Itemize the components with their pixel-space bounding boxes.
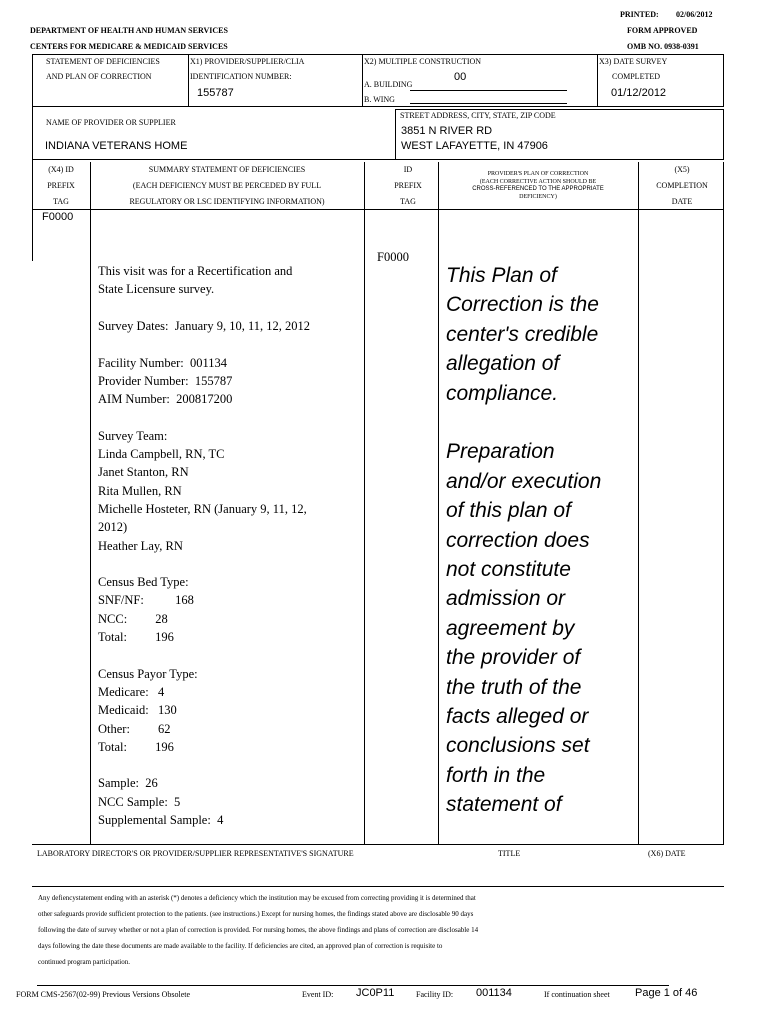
rule <box>32 844 724 845</box>
rule <box>723 109 724 160</box>
summary-line: State Licensure survey. <box>98 282 215 297</box>
rule <box>37 985 669 986</box>
poc-line: center's credible <box>446 322 599 346</box>
signature-label: LABORATORY DIRECTOR'S OR PROVIDER/SUPPLIER REPRESENTATIVE'S SIGNATURE <box>37 849 354 858</box>
poc-line: This Plan of <box>446 264 557 287</box>
statement-label-1: STATEMENT OF DEFICIENCIES <box>46 57 160 66</box>
summary-line: Provider Number: 155787 <box>98 373 233 388</box>
poc-line: allegation of <box>446 352 560 376</box>
x4-id-label: (X4) ID <box>48 165 74 174</box>
deficiency-tag-right: F0000 <box>377 250 409 264</box>
summary-line: Total: 196 <box>98 739 174 754</box>
poc-line: and/or execution <box>446 469 602 493</box>
rule <box>438 162 439 844</box>
summary-line: Census Bed Type: <box>98 575 189 590</box>
facility-id-label: Facility ID: <box>416 990 454 999</box>
id-tag-label: TAG <box>400 197 416 206</box>
title-label: TITLE <box>498 849 521 858</box>
poc-line: the provider of <box>446 646 581 670</box>
disclaimer-line: other safeguards provide sufficient protection to the patients. (see instructions.) Except for nursing homes, the findings stated above are disclosable 90 days <box>38 910 474 918</box>
printed-date: 02/06/2012 <box>676 10 713 19</box>
summary-line: Total: 196 <box>98 630 174 644</box>
rule <box>32 209 724 210</box>
rule <box>32 159 724 160</box>
deficiency-tag-left: F0000 <box>42 211 74 223</box>
centers-title: CENTERS FOR MEDICARE & MEDICAID SERVICES <box>30 42 228 51</box>
address-line-2: WEST LAFAYETTE, IN 47906 <box>401 140 548 152</box>
date-survey-value: 01/12/2012 <box>611 87 667 99</box>
summary-line: Census Payor Type: <box>98 666 198 681</box>
rule <box>638 162 639 844</box>
date-survey-label-2: COMPLETED <box>612 72 660 81</box>
department-title: DEPARTMENT OF HEALTH AND HUMAN SERVICES <box>30 26 228 35</box>
summary-line: Survey Dates: January 9, 10, 11, 12, 2012 <box>98 318 311 333</box>
summary-line: SNF/NF: 168 <box>98 593 194 608</box>
form-number: FORM CMS-2567(02-99) Previous Versions Obsolete <box>16 990 191 999</box>
rule <box>32 106 724 107</box>
rule <box>90 162 91 844</box>
summary-line: NCC: 28 <box>98 611 168 626</box>
rule <box>32 106 33 160</box>
poc-line: of this plan of <box>446 499 571 523</box>
summary-line: Facility Number: 001134 <box>98 355 228 370</box>
summary-line: This visit was for a Recertification and <box>98 264 293 278</box>
poc-line: compliance. <box>446 381 559 405</box>
summary-line: Medicaid: 130 <box>98 703 177 718</box>
x5-label: (X5) <box>674 165 690 174</box>
poc-line: conclusions set <box>446 734 590 758</box>
rule <box>410 103 567 104</box>
poc-line: Correction is the <box>446 293 599 317</box>
summary-line: AIM Number: 200817200 <box>98 392 233 407</box>
poc-label-2: (EACH CORRECTIVE ACTION SHOULD BE <box>479 179 597 185</box>
poc-line: admission or <box>446 587 566 611</box>
poc-line: statement of <box>446 793 562 817</box>
poc-label-3: CROSS-REFERENCED TO THE APPROPRIATE <box>472 186 604 192</box>
provider-name-value: INDIANA VETERANS HOME <box>45 140 188 152</box>
rule <box>395 109 723 110</box>
omb-number: OMB NO. 0938-0391 <box>627 42 699 51</box>
x5-completion-label: COMPLETION <box>656 181 708 190</box>
provider-id-label-2: IDENTIFICATION NUMBER: <box>190 72 292 81</box>
wing-label: B. WING <box>364 95 395 104</box>
poc-label-4: DEFICIENCY) <box>519 194 557 200</box>
provider-id-label-1: X1) PROVIDER/SUPPLIER/CLIA <box>190 57 305 66</box>
summary-line: 2012) <box>98 520 128 535</box>
summary-line: NCC Sample: 5 <box>98 794 181 809</box>
poc-line: the truth of the <box>446 675 582 699</box>
poc-label-1: PROVIDER'S PLAN OF CORRECTION <box>487 171 589 177</box>
disclaimer-line: Any defiencystatement ending with an asterisk (*) denotes a deficiency which the institution may be excused from correcting providing it is determined that <box>38 894 476 902</box>
building-value: 00 <box>454 71 467 83</box>
rule <box>395 109 396 159</box>
poc-line: Preparation <box>446 440 555 464</box>
summary-line: Linda Campbell, RN, TC <box>98 447 225 461</box>
summary-line: Michelle Hosteter, RN (January 9, 11, 12, <box>98 501 307 516</box>
poc-line: not constitute <box>446 558 571 581</box>
summary-line: Medicare: 4 <box>98 684 165 699</box>
rule <box>32 886 724 887</box>
rule <box>32 209 33 261</box>
address-line-1: 3851 N RIVER RD <box>401 125 493 137</box>
rule <box>32 54 33 107</box>
rule <box>364 162 365 844</box>
summary-line: Sample: 26 <box>98 776 158 791</box>
building-label: A. BUILDING <box>364 80 413 89</box>
rule <box>188 54 189 107</box>
summary-label-3: REGULATORY OR LSC IDENTIFYING INFORMATION) <box>129 197 325 206</box>
rule <box>723 54 724 107</box>
event-id-value: JC0P11 <box>356 987 395 999</box>
x4-prefix-label: PREFIX <box>47 181 75 190</box>
poc-line: facts alleged or <box>446 705 589 728</box>
facility-id-value: 001134 <box>476 987 512 999</box>
continuation-label: If continuation sheet <box>544 990 610 999</box>
summary-label-2: (EACH DEFICIENCY MUST BE PERCEDED BY FULL <box>132 181 322 190</box>
poc-line: forth in the <box>446 763 546 787</box>
summary-line: Supplemental Sample: 4 <box>98 813 224 827</box>
statement-label-2: AND PLAN OF CORRECTION <box>46 72 152 81</box>
provider-id-value: 155787 <box>197 87 234 99</box>
printed-label: PRINTED: <box>620 10 659 19</box>
x4-tag-label: TAG <box>53 197 69 206</box>
rule <box>32 54 724 55</box>
summary-line: Survey Team: <box>98 428 168 443</box>
summary-line: Other: 62 <box>98 721 171 736</box>
form-approved: FORM APPROVED <box>627 26 698 35</box>
rule <box>410 90 567 91</box>
poc-line: agreement by <box>446 616 575 640</box>
signature-date-label: (X6) DATE <box>648 849 686 858</box>
provider-name-label: NAME OF PROVIDER OR SUPPLIER <box>46 118 176 127</box>
id-prefix-label: PREFIX <box>394 181 422 190</box>
poc-line: correction does <box>446 528 590 552</box>
multiple-construction-label: X2) MULTIPLE CONSTRUCTION <box>364 57 482 66</box>
disclaimer-line: following the date of survey whether or not a plan of correction is provided. For nursing homes, the above findings and plans of correction are disclosable 14 <box>38 926 479 934</box>
page-number: Page 1 of 46 <box>635 987 698 999</box>
x5-date-label: DATE <box>671 197 693 206</box>
rule <box>723 162 724 844</box>
disclaimer-line: days following the date these documents are made available to the facility. If deficiencies are cited, an approved plan of correction is requisite to <box>38 942 443 950</box>
event-id-label: Event ID: <box>302 990 334 999</box>
date-survey-label-1: X3) DATE SURVEY <box>599 57 668 66</box>
summary-line: Heather Lay, RN <box>98 538 183 553</box>
address-label: STREET ADDRESS, CITY, STATE, ZIP CODE <box>400 111 556 120</box>
rule <box>597 54 598 107</box>
id-label: ID <box>403 165 413 174</box>
summary-line: Rita Mullen, RN <box>98 483 182 498</box>
summary-label-1: SUMMARY STATEMENT OF DEFICIENCIES <box>148 165 306 174</box>
summary-line: Janet Stanton, RN <box>98 465 189 480</box>
rule <box>362 54 363 107</box>
disclaimer-line: continued program participation. <box>38 958 130 966</box>
